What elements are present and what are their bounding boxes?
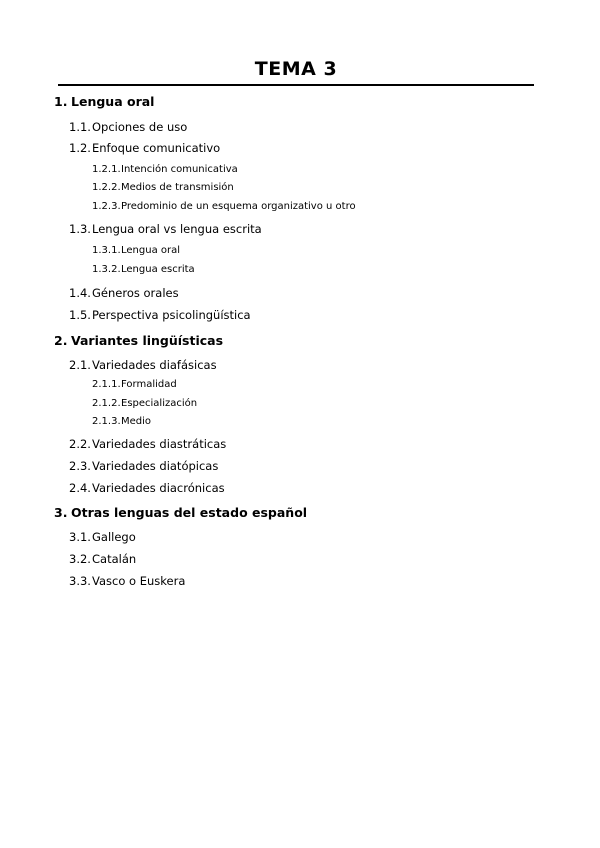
- toc-entry: [92, 164, 238, 175]
- toc-entry: [92, 264, 195, 275]
- toc-entry-label: Medio: [121, 416, 152, 427]
- toc-entry-label: Perspectiva psicolingüística: [92, 308, 251, 322]
- toc-entry-label: Lengua oral: [71, 94, 155, 109]
- toc-entry-label: Medios de transmisión: [121, 182, 234, 193]
- toc-entry-number: 3.3.: [69, 574, 91, 588]
- toc-entry-number: 2.1.2.: [92, 398, 121, 409]
- toc-entry-label: Variedades diastráticas: [92, 437, 227, 451]
- toc-entry-number: 3.: [54, 505, 68, 520]
- toc-entry-number: 1.3.2.: [92, 264, 121, 275]
- page-title-text: TEMA 3: [249, 58, 343, 80]
- toc-entry: [69, 552, 136, 566]
- toc-entry-number: 1.2.1.: [92, 164, 121, 175]
- toc-entry-number: 2.4.: [69, 481, 91, 495]
- toc-entry: [54, 333, 223, 348]
- toc-entry-label: Opciones de uso: [92, 120, 188, 134]
- toc-entry-label: Lengua oral vs lengua escrita: [92, 222, 262, 236]
- title-row: [58, 58, 534, 88]
- toc-entry-label: Géneros orales: [92, 286, 179, 300]
- toc-entry-number: 1.2.3.: [92, 201, 121, 212]
- toc-entry-number: 1.5.: [69, 308, 91, 322]
- toc-entry-label: Variantes lingüísticas: [71, 333, 224, 348]
- toc-entry-number: 2.1.1.: [92, 379, 121, 390]
- toc-entry-number: 2.3.: [69, 459, 91, 473]
- toc-entry: [69, 437, 226, 451]
- toc-entry: [92, 379, 177, 390]
- toc-entry-label: Enfoque comunicativo: [92, 141, 221, 155]
- toc-entry: [54, 505, 307, 520]
- toc-entry: [69, 286, 179, 300]
- toc-entry: [69, 459, 218, 473]
- toc-entry: [92, 245, 180, 256]
- toc-entry: [69, 358, 217, 372]
- toc-entry-label: Intención comunicativa: [121, 164, 238, 175]
- toc-entry: [92, 201, 356, 212]
- toc-entry: [69, 308, 251, 322]
- toc-entry-label: Lengua oral: [121, 245, 181, 256]
- toc-entry-label: Lengua escrita: [121, 264, 195, 275]
- toc-entry-label: Variedades diafásicas: [92, 358, 217, 372]
- toc-entry-label: Catalán: [92, 552, 137, 566]
- toc-entry-label: Gallego: [92, 530, 136, 544]
- toc-entry-label: Especialización: [121, 398, 198, 409]
- toc-entry-number: 1.4.: [69, 286, 91, 300]
- toc-entry: [69, 120, 187, 134]
- toc-entry-number: 1.2.2.: [92, 182, 121, 193]
- toc-entry-number: 1.: [54, 94, 68, 109]
- toc-entry: [92, 416, 151, 427]
- toc-entry: [69, 481, 225, 495]
- toc-entry-label: Variedades diatópicas: [92, 459, 219, 473]
- toc-entry: [92, 182, 234, 193]
- toc-entry-number: 2.2.: [69, 437, 91, 451]
- toc-entry-label: Otras lenguas del estado español: [71, 505, 308, 520]
- toc-entry: [69, 141, 220, 155]
- page-title: [58, 58, 534, 80]
- toc-entry: [69, 222, 262, 236]
- toc-entry-number: 1.1.: [69, 120, 91, 134]
- toc-entry-number: 1.3.1.: [92, 245, 121, 256]
- toc-entry-number: 2.1.3.: [92, 416, 121, 427]
- toc-entry-label: Predominio de un esquema organizativo u otro: [121, 201, 356, 212]
- toc-entry-number: 2.1.: [69, 358, 91, 372]
- toc-entry: [54, 94, 154, 109]
- toc-entry-label: Variedades diacrónicas: [92, 481, 225, 495]
- title-underline: [58, 84, 534, 86]
- toc-entry-number: 1.2.: [69, 141, 91, 155]
- toc-entry-number: 3.2.: [69, 552, 91, 566]
- toc-entry-label: Vasco o Euskera: [92, 574, 186, 588]
- toc-entry-number: 3.1.: [69, 530, 91, 544]
- toc-entry: [69, 530, 136, 544]
- toc-entry-label: Formalidad: [121, 379, 177, 390]
- toc-entry-number: 2.: [54, 333, 68, 348]
- toc-entry: [69, 574, 185, 588]
- toc-entry-number: 1.3.: [69, 222, 91, 236]
- toc-entry: [92, 398, 197, 409]
